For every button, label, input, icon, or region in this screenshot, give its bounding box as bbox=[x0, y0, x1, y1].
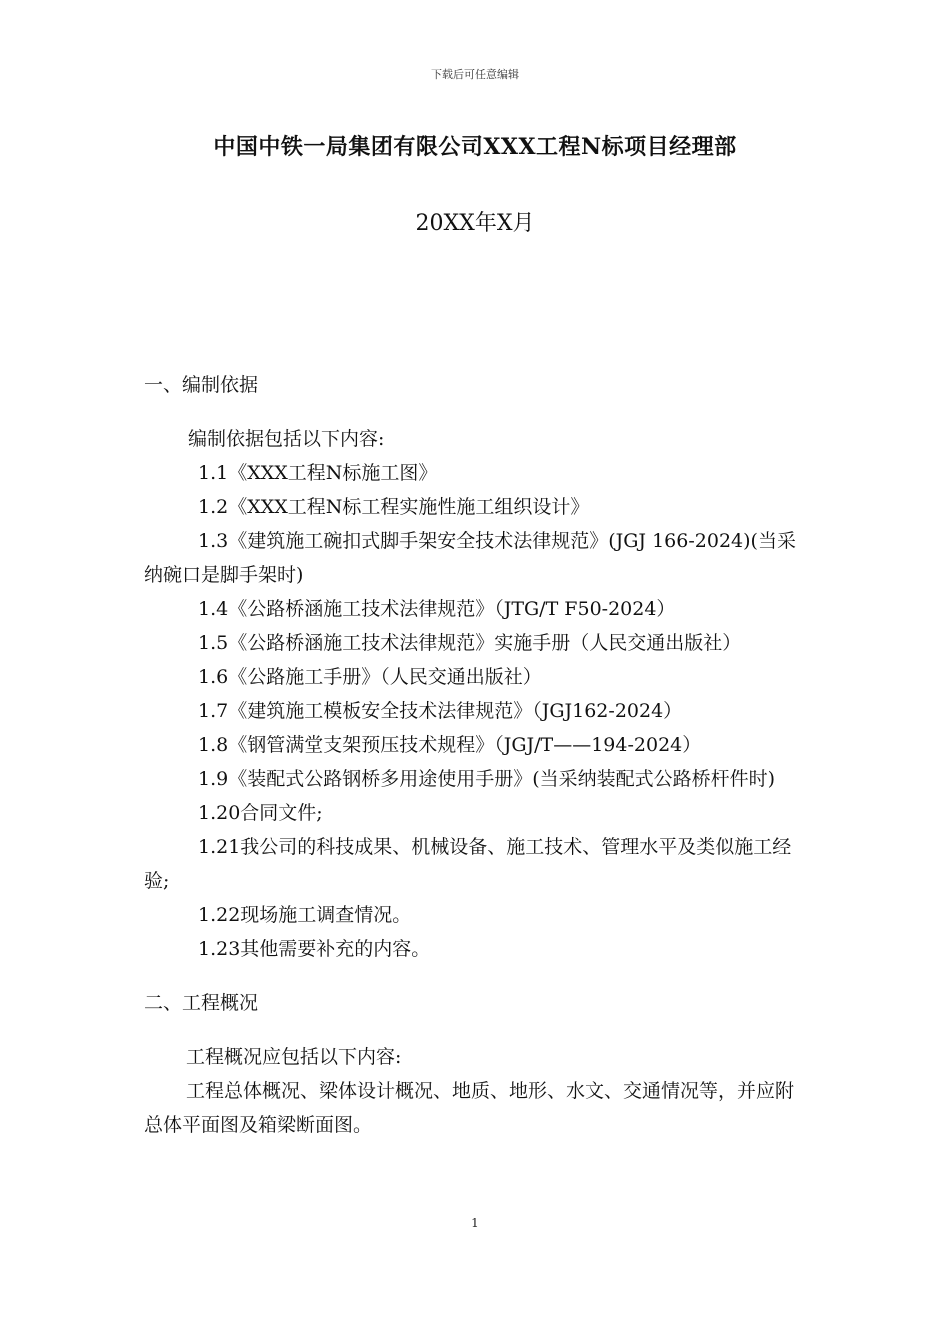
document-body bbox=[144, 368, 806, 1142]
document-title: 中国中铁一局集团有限公司XXX工程N标项目经理部 bbox=[213, 134, 737, 160]
section-heading-basis: 一、编制依据 bbox=[144, 374, 259, 396]
header-note: 下载后可任意编辑 bbox=[431, 68, 519, 81]
list-item: 1.8《钢管满堂支架预压技术规程》（JGJ/T——194-2024） bbox=[198, 734, 702, 756]
document-date: 20XX年X月 bbox=[415, 211, 535, 236]
list-item: 1.6《公路施工手册》（人民交通出版社） bbox=[198, 666, 542, 688]
list-item: 1.23其他需要补充的内容。 bbox=[198, 938, 431, 960]
list-item: 1.2《XXX工程N标工程实施性施工组织设计》 bbox=[198, 496, 590, 518]
section-heading-overview: 二、工程概况 bbox=[144, 992, 259, 1014]
list-item: 1.22现场施工调查情况。 bbox=[198, 904, 412, 926]
list-item: 1.1《XXX工程N标施工图》 bbox=[198, 462, 438, 484]
section-intro-basis: 编制依据包括以下内容: bbox=[188, 428, 385, 450]
list-item: 1.9《装配式公路钢桥多用途使用手册》(当采纳装配式公路桥杆件时) bbox=[198, 768, 776, 790]
list-item: 1.20合同文件; bbox=[198, 802, 323, 824]
page-number: 1 bbox=[471, 1216, 479, 1230]
section-intro-overview: 工程概况应包括以下内容: bbox=[186, 1046, 402, 1068]
list-item: 1.4《公路桥涵施工技术法律规范》（JTG/T F50-2024） bbox=[198, 598, 676, 620]
list-item: 1.5《公路桥涵施工技术法律规范》实施手册（人民交通出版社） bbox=[198, 632, 742, 654]
list-item: 1.21我公司的科技成果、机械设备、施工技术、管理水平及类似施工经验; bbox=[144, 836, 792, 892]
list-item: 1.7《建筑施工模板安全技术法律规范》（JGJ162-2024） bbox=[198, 700, 683, 722]
list-item: 1.3《建筑施工碗扣式脚手架安全技术法律规范》(JGJ 166-2024)(当采纳碗口是脚手架时) bbox=[144, 530, 796, 586]
section-paragraph-overview: 工程总体概况、梁体设计概况、地质、地形、水文、交通情况等，并应附总体平面图及箱梁断面图。 bbox=[144, 1080, 795, 1136]
